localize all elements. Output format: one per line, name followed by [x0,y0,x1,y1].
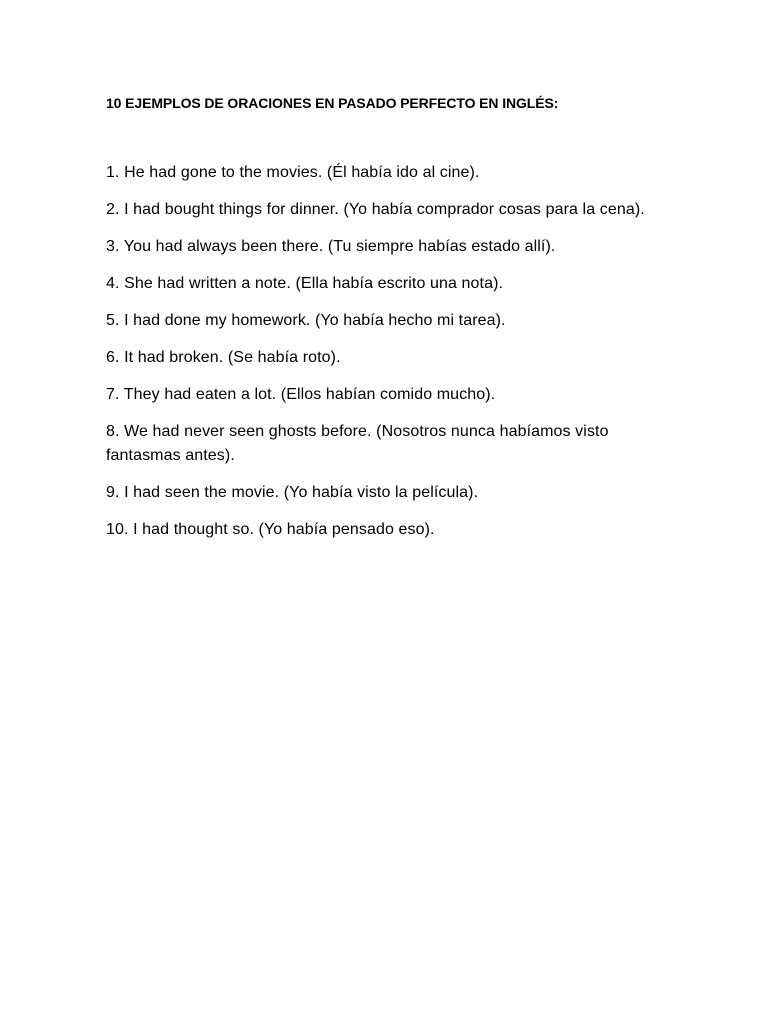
example-sentence-10: 10. I had thought so. (Yo había pensado eso). [106,521,435,538]
example-sentence-8: 8. We had never seen ghosts before. (Nosotros nunca habíamos visto fantasmas antes). [106,423,609,464]
example-sentence-1: 1. He had gone to the movies. (Él había ido al cine). [106,164,480,181]
example-sentence-3: 3. You had always been there. (Tu siempre habías estado allí). [106,238,556,255]
example-sentence-5: 5. I had done my homework. (Yo había hecho mi tarea). [106,312,506,329]
example-sentence-6: 6. It had broken. (Se había roto). [106,349,341,366]
example-sentence-7: 7. They had eaten a lot. (Ellos habían comido mucho). [106,386,496,403]
example-sentence-9: 9. I had seen the movie. (Yo había visto la película). [106,484,479,501]
example-sentence-2: 2. I had bought things for dinner. (Yo había comprador cosas para la cena). [106,201,645,218]
example-sentence-4: 4. She had written a note. (Ella había escrito una nota). [106,275,504,292]
example-sentence-list [106,161,666,555]
document-title: 10 EJEMPLOS DE ORACIONES EN PASADO PERFECTO EN INGLÉS: [106,95,559,111]
